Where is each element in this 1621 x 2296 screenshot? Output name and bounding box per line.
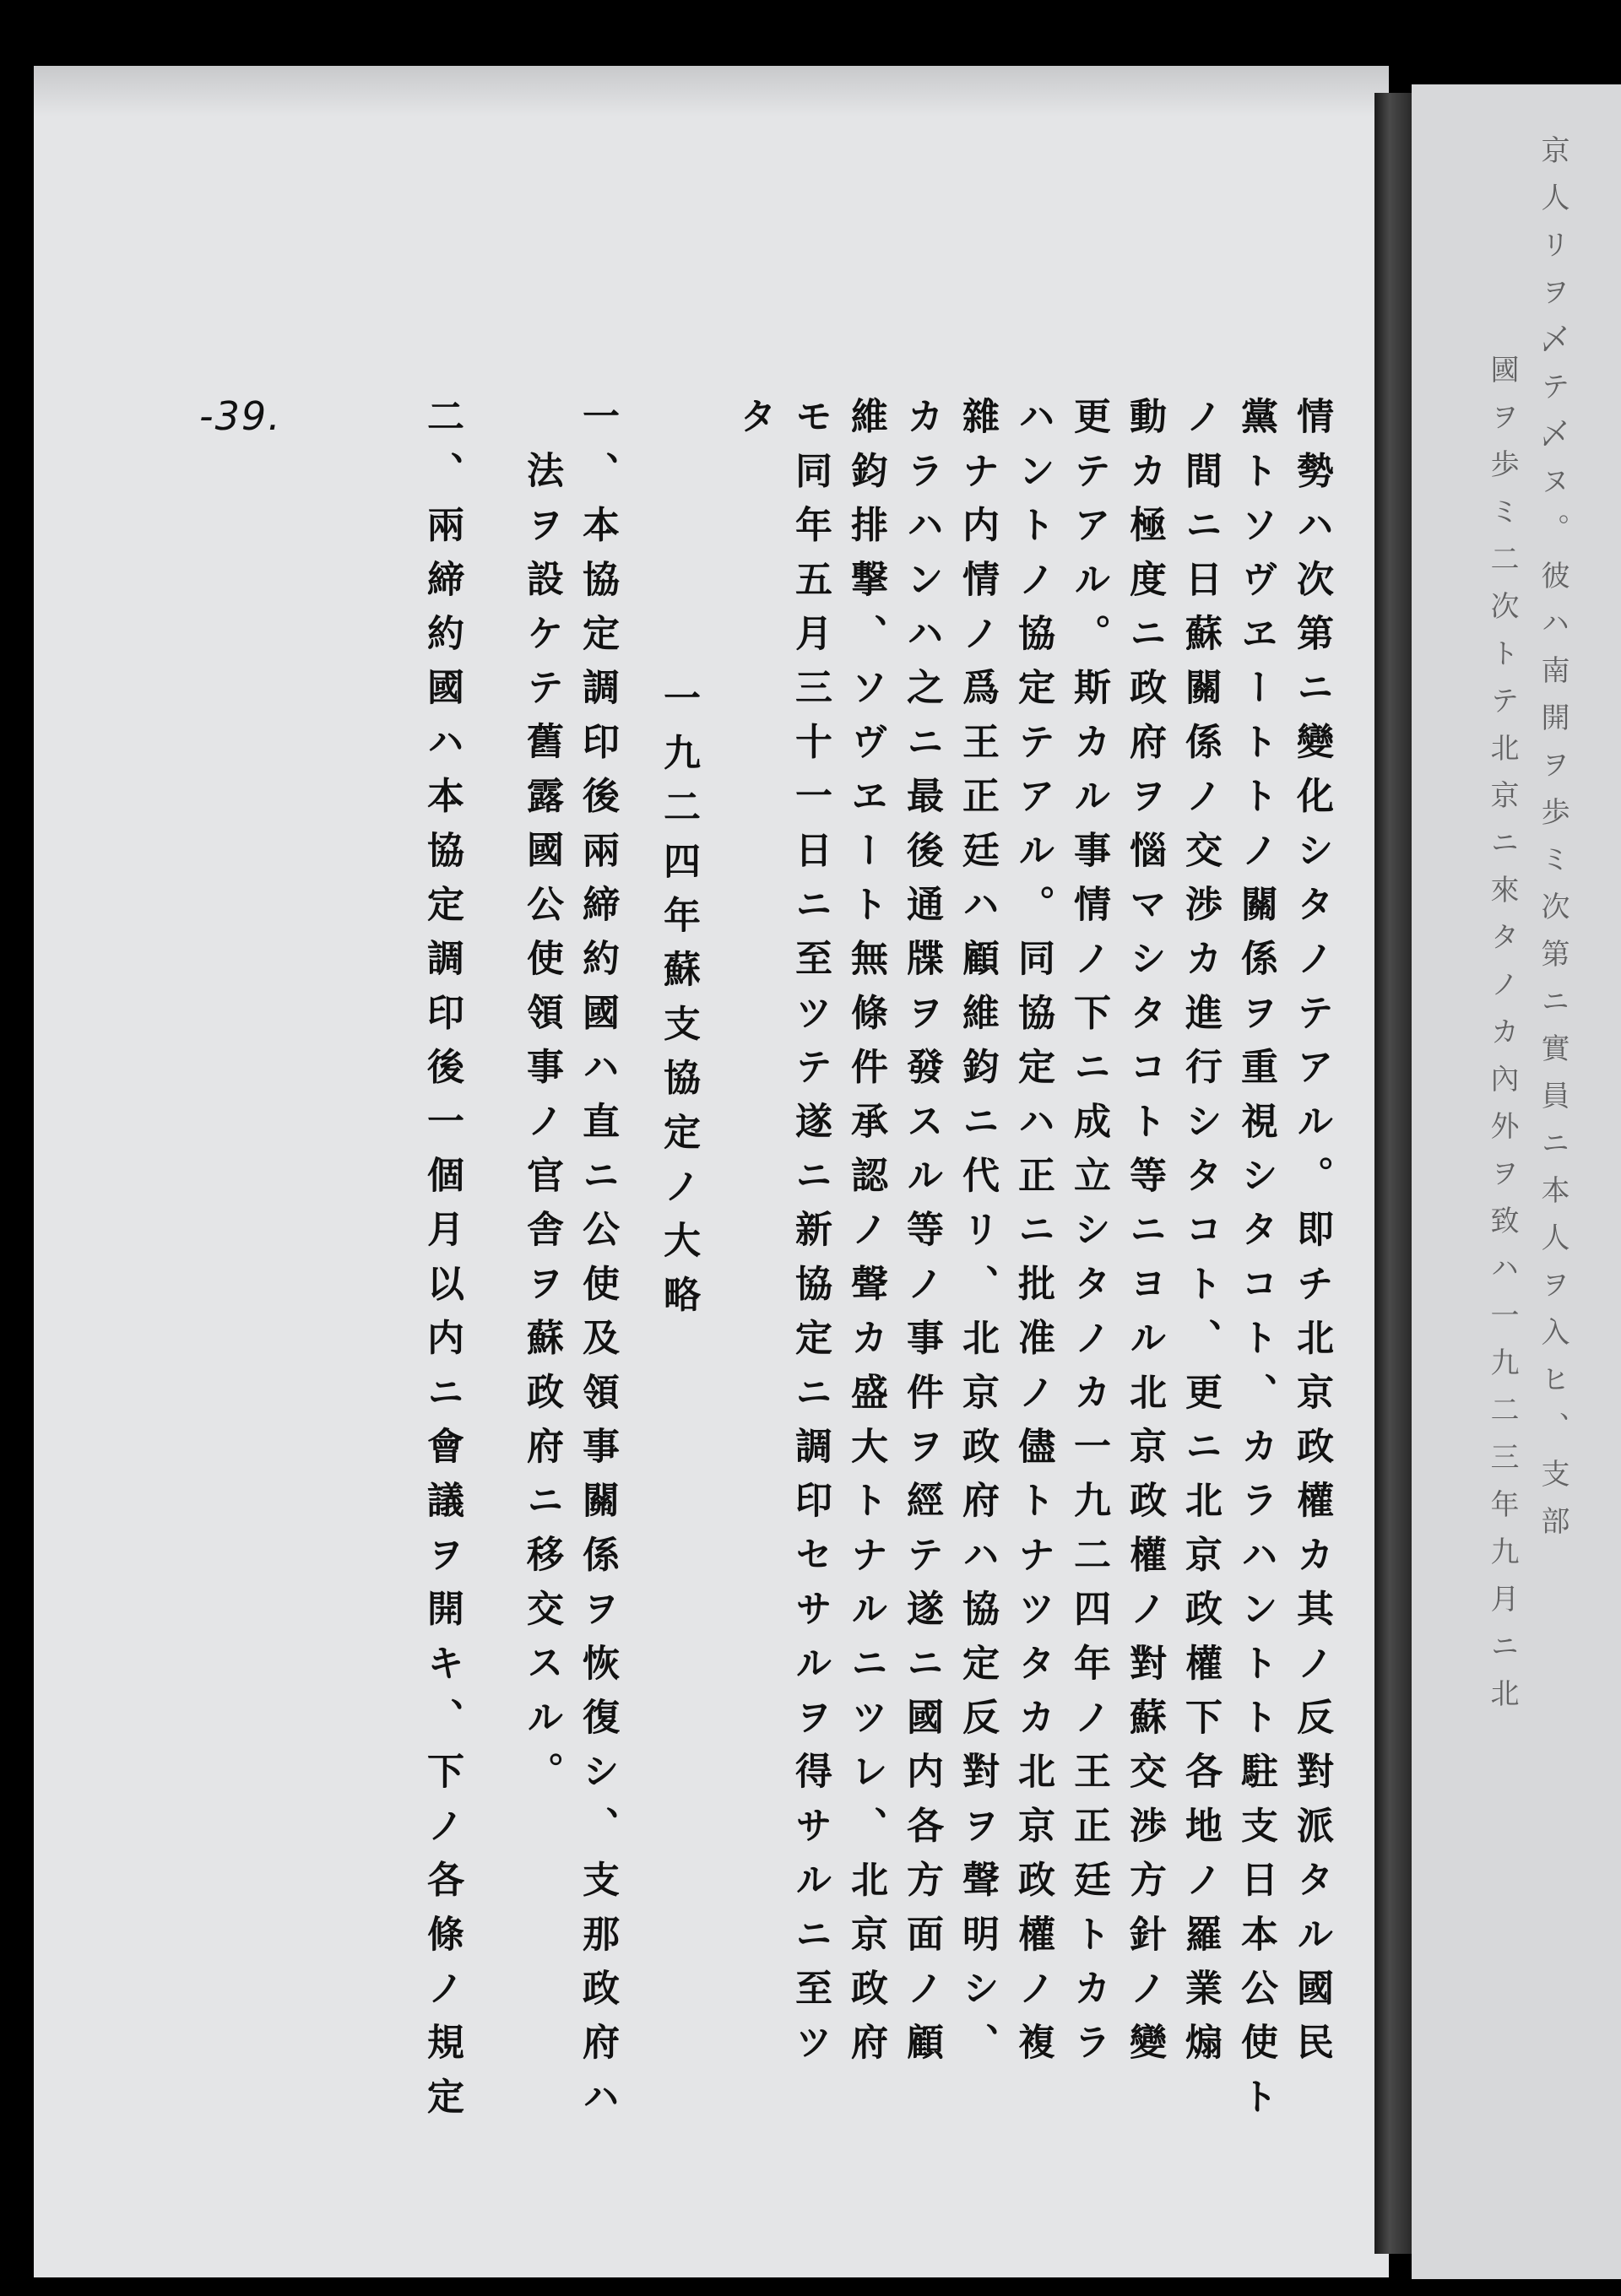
facing-page (1412, 84, 1621, 2279)
text-column-11: タ (733, 397, 776, 452)
text-column-8: カラハンハ之ニ最後通牒ヲ發スル等ノ事件ヲ經テ遂ニ國内各方面ノ顧 (900, 397, 943, 2077)
text-column-5: 更テアル。斯カル事情ノ下ニ成立シタノカ一九二四年ノ王正廷トカラ (1067, 397, 1110, 2077)
facing-text-column-1: 京人リヲ乄テ乄ヌ。彼ハ南開ヲ歩ミ次第ニ實員ニ本人ヲ入ヒ、支部 (1536, 135, 1569, 1553)
clause-2-line-1: 二、兩締約國ハ本協定調印後一個月以内ニ會議ヲ開キ、下ノ各條ノ規定 (420, 397, 464, 2131)
binding-gutter (1374, 93, 1412, 2254)
text-column-10: モ同年五月三十一日ニ至ツテ遂ニ新協定ニ調印セサルヲ得サルニ至ツ (789, 397, 832, 2077)
text-column-3: ノ間ニ日蘇關係ノ交渉カ進行シタコト、更ニ北京政權下各地ノ羅業煽 (1179, 397, 1222, 2077)
text-column-7: 雜ナ内情ノ爲王正廷ハ顧維鈞ニ代リ、北京政府ハ協定反對ヲ聲明シ、 (956, 397, 999, 2077)
clause-1-line-1: 一、本協定調印後兩締約國ハ直ニ公使及領事關係ヲ恢復シ、支那政府ハ (576, 397, 619, 2131)
clause-1-line-2: 法ヲ設ケテ舊露國公使領事ノ官舎ヲ蘇政府ニ移交スル。 (520, 451, 563, 1806)
facing-text-column-2: 國ヲ歩ミ二次トテ北京ニ來タノカ內外ヲ致ハ一九二三年九月ニ北 (1485, 355, 1519, 1725)
text-column-6: ハントノ協定テアル。同協定ハ正ニ批准ノ儘トナツタカ北京政權ノ複 (1011, 397, 1054, 2077)
document-page (34, 66, 1389, 2277)
text-column-4: 動カ極度ニ政府ヲ惱マシタコト等ニヨル北京政權ノ對蘇交渉方針ノ變 (1123, 397, 1166, 2077)
section-heading: 一九二四年蘇支協定ノ大略 (657, 679, 700, 1329)
text-column-1: 情勢ハ次第ニ變化シタノテアル。即チ北京政權カ其ノ反對派タル國民 (1290, 397, 1333, 2077)
text-column-9: 維鈞排撃、ソヴヱート無條件承認ノ聲カ盛大トナルニツレ、北京政府 (844, 397, 887, 2077)
page-number: -39. (199, 393, 282, 439)
text-column-2: 黨トソヴヱートトノ關係ヲ重視シタコト、カラハントト駐支日本公使ト (1234, 397, 1277, 2131)
